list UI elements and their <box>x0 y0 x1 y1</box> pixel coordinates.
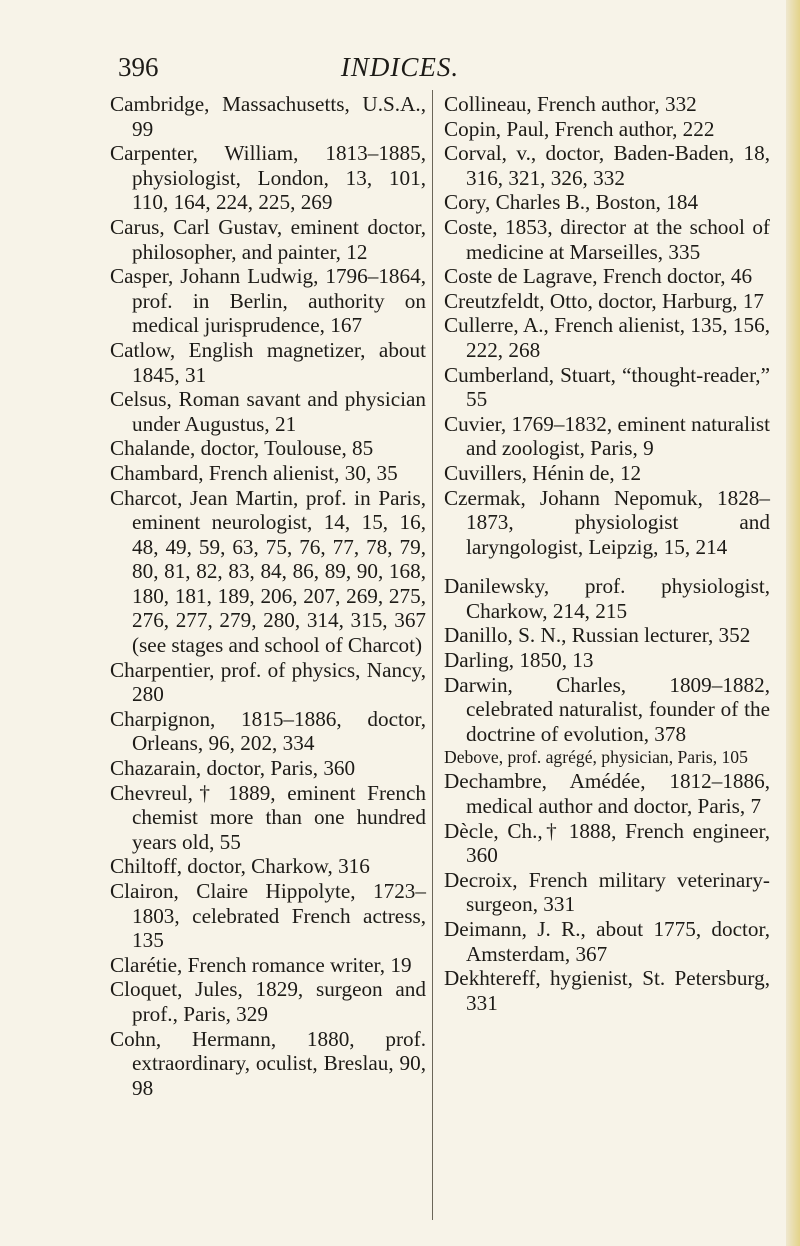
index-entry: Chazarain, doctor, Paris, 360 <box>110 756 356 781</box>
page-number: 396 <box>118 52 159 82</box>
index-entry: Cuvillers, Hénin de, 12 <box>444 460 642 485</box>
index-entry: Carpenter, William, 1813–1885, physiologist, London, 13, 101, 110, 164, 224, 225, 269 <box>110 141 426 215</box>
index-entry: Corval, v., doctor, Baden-Baden, 18, 316, 321, 326, 332 <box>444 141 770 190</box>
index-column-right <box>444 92 770 1015</box>
index-entry: Carus, Carl Gustav, eminent doctor, philosopher, and painter, 12 <box>110 214 426 264</box>
index-entry: Charcot, Jean Martin, prof. in Paris, eminent neurologist, 14, 15, 16, 48, 49, 59, 63, 75, 76, 77, 78, 79, 80, 81, 82, 83, 84, 86, 89, 90, 168, 180, 181, 189, 206, 207, 269, 275, 276, 277, 279, 280, 314, 315, 367 (see stages and school of Charcot) <box>110 485 426 658</box>
index-entry: Collineau, French author, 332 <box>444 92 697 116</box>
index-entry: Copin, Paul, French author, 222 <box>444 116 715 141</box>
index-entry: Czermak, Johann Nepomuk, 1828–1873, physiologist and laryngologist, Leipzig, 15, 214 <box>444 485 770 559</box>
index-entry: Chambard, French alienist, 30, 35 <box>110 460 398 485</box>
index-entry: Dechambre, Amédée, 1812–1886, medical author and doctor, Paris, 7 <box>444 769 770 819</box>
index-entry: Cloquet, Jules, 1829, surgeon and prof., Paris, 329 <box>110 977 426 1026</box>
index-entry: Charpignon, 1815–1886, doctor, Orleans, 96, 202, 334 <box>110 706 426 756</box>
column-divider <box>432 90 433 1220</box>
index-entry: Clarétie, French romance writer, 19 <box>110 952 412 977</box>
index-entry: Cambridge, Massachusetts, U.S.A., 99 <box>110 92 426 141</box>
index-column-left <box>110 92 426 1100</box>
index-entry: Decroix, French military veterinary-surgeon, 331 <box>444 867 770 917</box>
index-entry: Celsus, Roman savant and physician under Augustus, 21 <box>110 387 426 436</box>
index-entry: Darling, 1850, 13 <box>444 648 594 673</box>
index-entry: Coste de Lagrave, French doctor, 46 <box>444 264 753 289</box>
page-header <box>0 50 800 90</box>
index-entry: Chiltoff, doctor, Charkow, 316 <box>110 854 370 879</box>
running-head: INDICES. <box>340 52 460 82</box>
index-entry: Danillo, S. N., Russian lecturer, 352 <box>444 623 751 648</box>
index-entry: Dècle, Ch.,† 1888, French engineer, 360 <box>444 818 770 868</box>
index-entry: Darwin, Charles, 1809–1882, celebrated naturalist, founder of the doctrine of evolution, 378 <box>444 672 770 746</box>
index-entry: Charpentier, prof. of physics, Nancy, 280 <box>110 657 426 707</box>
index-entry: Creutzfeldt, Otto, doctor, Harburg, 17 <box>444 288 765 313</box>
index-entry: Catlow, English magnetizer, about 1845, 31 <box>110 337 426 387</box>
index-entry: Deimann, J. R., about 1775, doctor, Amsterdam, 367 <box>444 917 770 966</box>
index-entry: Cumberland, Stuart, “thought-reader,” 55 <box>444 362 770 412</box>
index-entry: Cuvier, 1769–1832, eminent naturalist and zoologist, Paris, 9 <box>444 411 770 461</box>
index-entry: Cory, Charles B., Boston, 184 <box>444 190 699 215</box>
index-entry: Cullerre, A., French alienist, 135, 156, 222, 268 <box>444 313 770 362</box>
index-entry: Cohn, Hermann, 1880, prof. extraordinary, oculist, Breslau, 90, 98 <box>110 1026 426 1100</box>
page-edge <box>786 0 800 1246</box>
index-entry: Clairon, Claire Hippolyte, 1723–1803, celebrated French actress, 135 <box>110 879 426 953</box>
index-entry: Chevreul,† 1889, eminent French chemist more than one hundred years old, 55 <box>110 780 426 854</box>
index-entry: Debove, prof. agrégé, physician, Paris, 105 <box>444 747 748 768</box>
index-entry: Danilewsky, prof. physiologist, Charkow, 214, 215 <box>444 574 770 623</box>
index-entry: Casper, Johann Ludwig, 1796–1864, prof. in Berlin, authority on medical jurisprudence, 167 <box>110 264 426 338</box>
index-entry: Coste, 1853, director at the school of medicine at Marseilles, 335 <box>444 214 770 264</box>
index-entry: Dekhtereff, hygienist, St. Petersburg, 331 <box>444 966 770 1015</box>
index-entry: Chalande, doctor, Toulouse, 85 <box>110 436 374 461</box>
